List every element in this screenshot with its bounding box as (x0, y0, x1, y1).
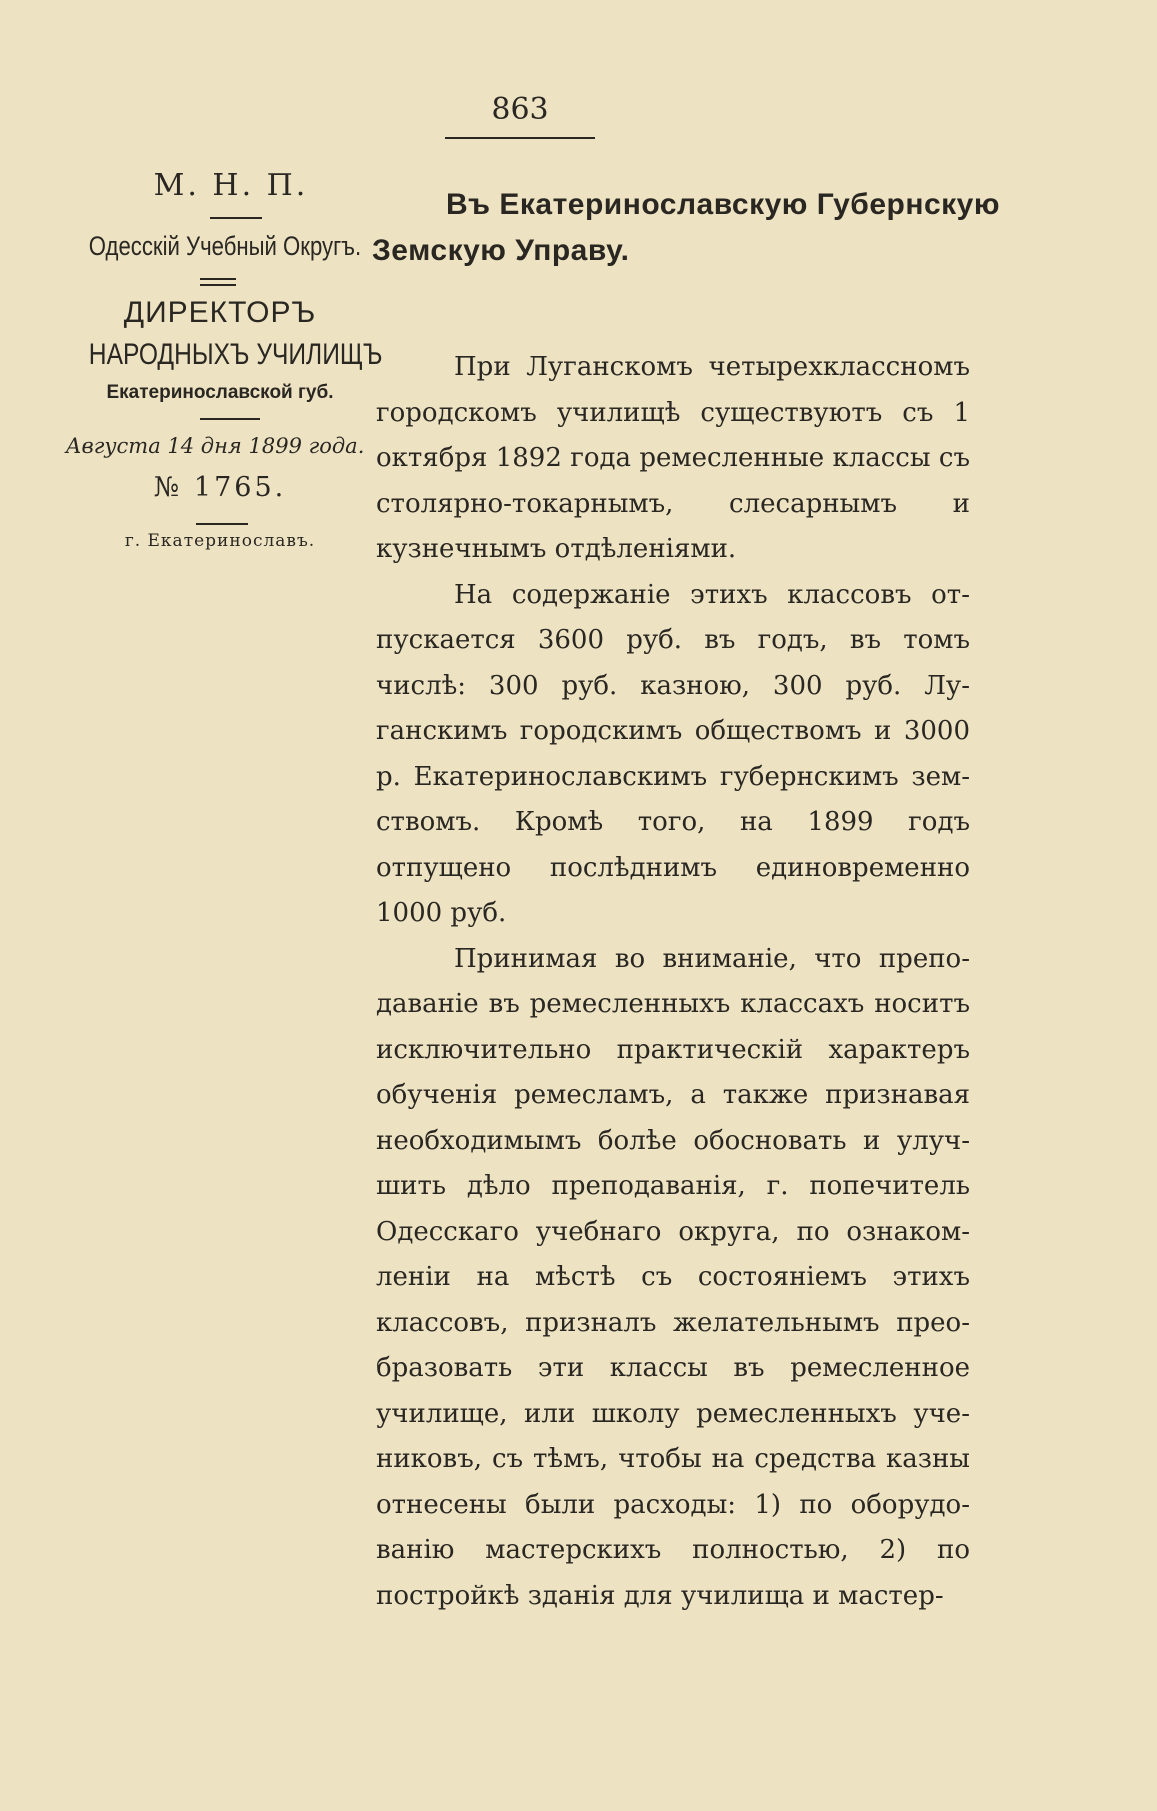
ministry-label: М. Н. П. (153, 168, 309, 203)
page-number-rule (445, 137, 595, 139)
divider (200, 418, 260, 420)
body-paragraph: Принимая во вниманіе, что преподаваніе въ ремесленныхъ классахъ носитъ исключительно практическій характеръ обученія ремесламъ, а также признавая необходимымъ болѣе обосновать и улучшить дѣло преподаванія, г. попечитель Одесскаго учебнаго округа, по ознакомленіи на мѣстѣ съ состояніемъ этихъ классовъ, призналъ желательнымъ преобразовать эти классы въ ремесленное училище, или школу ремесленныхъ учениковъ, съ тѣмъ, чтобы на средства казны отнесены были расходы: 1) по оборудованію мастерскихъ полностью, 2) по постройкѣ зданія для училища и мастер- (376, 943, 970, 1611)
page-number: 863 (491, 92, 549, 127)
schools-title: НАРОДНЫХЪ УЧИЛИЩЪ (88, 338, 383, 371)
district-label: Одесскій Учебный Округъ. (88, 231, 362, 261)
addressee (372, 182, 1000, 274)
letter-number: № 1765. (153, 472, 287, 503)
letterhead (60, 168, 383, 551)
addressee-line-1: Въ Екатеринославскую Губернскую (446, 188, 1000, 221)
double-divider (200, 278, 236, 286)
letter-body (376, 345, 970, 1619)
province-label: Екатеринославской губ. (106, 382, 334, 403)
city-label: г. Екатеринославъ. (124, 531, 316, 551)
divider (196, 523, 248, 525)
body-paragraph: На содержаніе этихъ классовъ отпускается 3600 руб. въ годъ, въ томъ числѣ: 300 руб. казною, 300 руб. Луганскимъ городскимъ обществомъ и 3000 р. Екатеринославскимъ губернскимъ земствомъ. Кромѣ того, на 1899 годъ отпущено послѣднимъ единовременно 1000 руб. (376, 579, 970, 928)
addressee-line-2: Земскую Управу. (372, 234, 630, 267)
letter-date: Августа 14 дня 1899 года. (65, 434, 365, 458)
body-paragraph: При Луганскомъ четырехклассномъ городскомъ училищѣ существуютъ съ 1 октября 1892 года ремесленные классы съ столярно-токарнымъ, слесарнымъ и кузнечнымъ отдѣленіями. (376, 352, 970, 564)
divider (210, 217, 262, 219)
director-title: ДИРЕКТОРЪ (123, 296, 317, 329)
